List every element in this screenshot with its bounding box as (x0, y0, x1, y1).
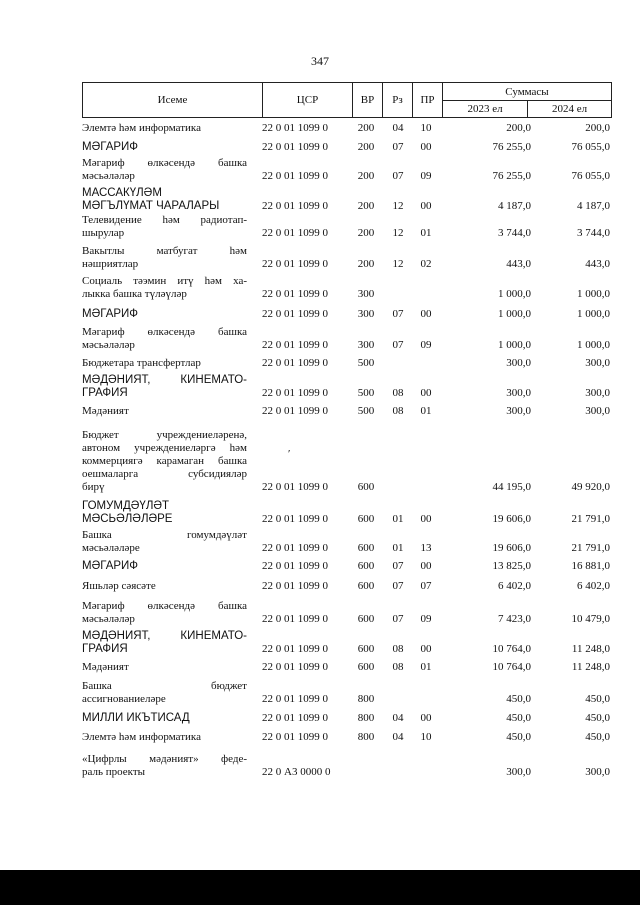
row-sum-2023: 19 606,0 (492, 542, 531, 554)
row-pr: 09 (420, 170, 432, 182)
table-row (82, 574, 612, 594)
row-name-line: шырулар (82, 227, 125, 239)
row-rz: 07 (392, 141, 404, 153)
table-body (82, 118, 612, 780)
row-csr: 22 0 01 1099 0 (262, 643, 328, 655)
header-name: Исеме (83, 83, 263, 117)
table-row (82, 371, 612, 401)
table-row (82, 527, 612, 556)
row-csr: 22 0 01 1099 0 (262, 542, 328, 554)
row-pr: 01 (420, 661, 432, 673)
table-row (82, 401, 612, 419)
row-name-line: Мәгариф өлкәсендә башка (82, 157, 247, 169)
row-name (82, 731, 247, 744)
row-rz: 12 (392, 227, 404, 239)
header-sum: Суммасы (443, 83, 611, 101)
row-sum-2024: 76 055,0 (571, 170, 610, 182)
row-sum-2024: 76 055,0 (571, 141, 610, 153)
row-sum-2023: 19 606,0 (492, 513, 531, 525)
row-name-line: ГРАФИЯ (82, 387, 128, 399)
row-name-line: Мәдәният (82, 405, 129, 417)
row-rz: 04 (392, 712, 404, 724)
row-name-line: оешмаларга субсидияләр (82, 468, 247, 480)
row-name (82, 214, 247, 240)
row-sum-2023: 300,0 (506, 405, 531, 417)
row-csr: 22 0 01 1099 0 (262, 288, 328, 300)
row-sum-2024: 450,0 (585, 731, 610, 743)
row-name-line: Вакытлы матбугат һәм (82, 245, 247, 257)
row-pr: 00 (420, 308, 432, 320)
row-name (82, 187, 247, 213)
row-name (82, 529, 247, 555)
table-row (82, 556, 612, 574)
row-name (82, 580, 247, 593)
row-rz: 04 (392, 731, 404, 743)
table-row (82, 353, 612, 371)
row-name-line: ГРАФИЯ (82, 643, 128, 655)
row-vr: 200 (357, 122, 375, 134)
row-vr: 600 (357, 481, 375, 493)
row-csr: 22 0 01 1099 0 (262, 513, 328, 525)
row-name (82, 326, 247, 352)
row-sum-2024: 300,0 (585, 766, 610, 778)
row-name-line: Яшьләр сәясәте (82, 580, 156, 592)
table-row (82, 136, 612, 155)
stray-mark: ʹ (288, 448, 291, 460)
row-name-line: Социаль тәэмин итү һәм ха- (82, 275, 247, 287)
table-row (82, 241, 612, 272)
row-name (82, 429, 247, 494)
row-rz: 07 (392, 339, 404, 351)
row-name-line: МӘГАРИФ (82, 308, 139, 320)
row-sum-2024: 11 248,0 (571, 643, 610, 655)
row-sum-2024: 300,0 (585, 405, 610, 417)
row-name-line: Элемтә һәм информатика (82, 731, 201, 743)
row-name-line: МӘГАРИФ (82, 560, 139, 572)
row-name-line: МӘДӘНИЯТ, КИНЕМАТО- (82, 630, 247, 642)
table-row (82, 214, 612, 241)
row-rz: 12 (392, 200, 404, 212)
row-sum-2024: 6 402,0 (577, 580, 610, 592)
row-sum-2024: 11 248,0 (571, 661, 610, 673)
row-sum-2023: 76 255,0 (492, 141, 531, 153)
row-pr: 07 (420, 580, 432, 592)
row-csr: 22 0 01 1099 0 (262, 693, 328, 705)
row-name (82, 157, 247, 183)
row-name (82, 141, 247, 154)
row-name-line: Телевидение һәм радиотап- (82, 214, 247, 226)
row-sum-2023: 300,0 (506, 766, 531, 778)
row-sum-2024: 3 744,0 (577, 227, 610, 239)
row-sum-2024: 4 187,0 (577, 200, 610, 212)
row-sum-2023: 450,0 (506, 712, 531, 724)
row-vr: 500 (357, 405, 375, 417)
row-pr: 13 (420, 542, 432, 554)
row-name-line: МИЛЛИ ИКЪТИСАД (82, 712, 190, 724)
row-sum-2023: 450,0 (506, 731, 531, 743)
row-vr: 200 (357, 227, 375, 239)
row-name-line: нәшриятлар (82, 258, 139, 270)
row-csr: 22 0 01 1099 0 (262, 339, 328, 351)
row-csr: 22 0 01 1099 0 (262, 731, 328, 743)
row-csr: 22 0 01 1099 0 (262, 405, 328, 417)
row-vr: 500 (357, 387, 375, 399)
row-name-line: Элемтә һәм информатика (82, 122, 201, 134)
row-name-line: «Цифрлы мәдәният» феде- (82, 753, 247, 765)
row-sum-2023: 200,0 (506, 122, 531, 134)
table-row (82, 726, 612, 745)
row-rz: 01 (392, 513, 404, 525)
table-row (82, 272, 612, 302)
row-sum-2023: 76 255,0 (492, 170, 531, 182)
row-name (82, 600, 247, 626)
row-csr: 22 0 01 1099 0 (262, 560, 328, 572)
row-vr: 200 (357, 170, 375, 182)
row-sum-2024: 450,0 (585, 693, 610, 705)
row-sum-2024: 300,0 (585, 387, 610, 399)
row-name (82, 500, 247, 526)
row-sum-2023: 10 764,0 (492, 661, 531, 673)
row-name-line: раль проекты (82, 766, 146, 778)
row-name (82, 357, 247, 370)
row-csr: 22 0 01 1099 0 (262, 481, 328, 493)
row-csr: 22 0 01 1099 0 (262, 170, 328, 182)
row-sum-2023: 300,0 (506, 387, 531, 399)
row-csr: 22 0 01 1099 0 (262, 580, 328, 592)
row-sum-2024: 21 791,0 (571, 513, 610, 525)
row-name-line: мәсьәләләр (82, 613, 135, 625)
row-name-line: ГОМУМДӘҮЛӘТ (82, 500, 170, 512)
row-vr: 800 (357, 693, 375, 705)
row-name-line: МӘГАРИФ (82, 141, 139, 153)
row-name (82, 753, 247, 779)
row-rz: 07 (392, 613, 404, 625)
row-pr: 00 (420, 387, 432, 399)
row-sum-2024: 16 881,0 (571, 560, 610, 572)
table-row (82, 707, 612, 726)
row-pr: 10 (420, 122, 432, 134)
table-row (82, 184, 612, 214)
row-vr: 200 (357, 200, 375, 212)
row-name (82, 630, 247, 656)
row-csr: 22 0 01 1099 0 (262, 661, 328, 673)
row-csr: 22 0 01 1099 0 (262, 122, 328, 134)
row-name (82, 712, 247, 725)
row-rz: 04 (392, 122, 404, 134)
row-sum-2023: 6 402,0 (498, 580, 531, 592)
table-row (82, 118, 612, 136)
row-name (82, 245, 247, 271)
row-sum-2024: 49 920,0 (571, 481, 610, 493)
table-row (82, 745, 612, 780)
row-vr: 200 (357, 141, 375, 153)
row-csr: 22 0 01 1099 0 (262, 227, 328, 239)
row-vr: 600 (357, 643, 375, 655)
header-vr: ВР (353, 83, 383, 117)
row-name-line: Бюджетара трансфертлар (82, 357, 201, 369)
row-csr: 22 0 А3 0000 0 (262, 766, 331, 778)
table-row (82, 302, 612, 322)
row-name (82, 680, 247, 706)
row-name-line: Башка гомумдәүләт (82, 529, 247, 541)
header-year-2024: 2024 ел (551, 103, 588, 115)
row-sum-2024: 200,0 (585, 122, 610, 134)
row-vr: 800 (357, 731, 375, 743)
row-rz: 12 (392, 258, 404, 270)
table-row (82, 657, 612, 675)
row-rz: 01 (392, 542, 404, 554)
row-csr: 22 0 01 1099 0 (262, 308, 328, 320)
row-name-line: Мәгариф өлкәсендә башка (82, 326, 247, 338)
row-sum-2024: 300,0 (585, 357, 610, 369)
row-sum-2024: 10 479,0 (571, 613, 610, 625)
header-pr: ПР (413, 83, 443, 117)
row-rz: 07 (392, 170, 404, 182)
row-sum-2023: 450,0 (506, 693, 531, 705)
row-vr: 600 (357, 580, 375, 592)
row-sum-2024: 1 000,0 (577, 308, 610, 320)
row-sum-2023: 4 187,0 (498, 200, 531, 212)
row-name (82, 560, 247, 573)
row-name-line: Башка бюджет (82, 680, 247, 692)
row-vr: 300 (357, 308, 375, 320)
row-sum-2023: 443,0 (506, 258, 531, 270)
row-rz: 07 (392, 308, 404, 320)
row-csr: 22 0 01 1099 0 (262, 200, 328, 212)
row-vr: 200 (357, 258, 375, 270)
row-name-line: Мәдәният (82, 661, 129, 673)
row-pr: 00 (420, 643, 432, 655)
row-sum-2023: 300,0 (506, 357, 531, 369)
row-name-line: МАССАКҮЛӘМ (82, 187, 162, 199)
row-vr: 600 (357, 661, 375, 673)
row-sum-2023: 3 744,0 (498, 227, 531, 239)
row-name-line: Бюджет учреждениеләренә, (82, 429, 247, 441)
row-name (82, 308, 247, 321)
row-sum-2023: 44 195,0 (492, 481, 531, 493)
row-name-line: МӘСЬӘЛӘЛӘРЕ (82, 513, 173, 525)
row-pr: 09 (420, 339, 432, 351)
table-row (82, 675, 612, 707)
row-vr: 800 (357, 712, 375, 724)
row-rz: 08 (392, 387, 404, 399)
row-name-line: Мәгариф өлкәсендә башка (82, 600, 247, 612)
row-rz: 07 (392, 560, 404, 572)
row-name-line: бирү (82, 481, 105, 493)
row-csr: 22 0 01 1099 0 (262, 613, 328, 625)
row-csr: 22 0 01 1099 0 (262, 357, 328, 369)
row-name (82, 275, 247, 301)
header-csr: ЦСР (263, 83, 353, 117)
row-pr: 01 (420, 227, 432, 239)
row-sum-2024: 443,0 (585, 258, 610, 270)
row-pr: 01 (420, 405, 432, 417)
row-vr: 600 (357, 513, 375, 525)
row-pr: 09 (420, 613, 432, 625)
scan-edge (0, 870, 640, 905)
row-rz: 07 (392, 580, 404, 592)
row-sum-2024: 450,0 (585, 712, 610, 724)
page-number: 347 (311, 54, 329, 68)
row-name (82, 374, 247, 400)
row-name-line: МӘГЪЛҮМАТ ЧАРАЛАРЫ (82, 200, 220, 212)
header-year-2023: 2023 ел (443, 101, 528, 117)
row-name (82, 122, 247, 135)
row-pr: 10 (420, 731, 432, 743)
row-vr: 300 (357, 288, 375, 300)
row-pr: 00 (420, 200, 432, 212)
row-sum-2023: 1 000,0 (498, 339, 531, 351)
row-name-line: автоном учреждениеләргә һәм (82, 442, 247, 454)
row-csr: 22 0 01 1099 0 (262, 141, 328, 153)
row-sum-2024: 21 791,0 (571, 542, 610, 554)
row-vr: 600 (357, 542, 375, 554)
row-sum-2024: 1 000,0 (577, 288, 610, 300)
row-pr: 00 (420, 712, 432, 724)
row-name (82, 405, 247, 418)
row-pr: 00 (420, 513, 432, 525)
row-name (82, 661, 247, 674)
table-row (82, 627, 612, 657)
row-name-line: мәсьәләләр (82, 170, 135, 182)
table-row (82, 594, 612, 627)
row-name-line: лыкка башка түләүләр (82, 288, 187, 300)
table-row (82, 155, 612, 184)
row-sum-2023: 7 423,0 (498, 613, 531, 625)
row-name-line: ассигнованиеләре (82, 693, 166, 705)
row-rz: 08 (392, 405, 404, 417)
row-name-line: мәсьәләләр (82, 339, 135, 351)
row-csr: 22 0 01 1099 0 (262, 258, 328, 270)
table-row (82, 322, 612, 353)
row-vr: 500 (357, 357, 375, 369)
row-pr: 02 (420, 258, 432, 270)
row-rz: 08 (392, 643, 404, 655)
row-sum-2023: 1 000,0 (498, 308, 531, 320)
row-csr: 22 0 01 1099 0 (262, 387, 328, 399)
row-rz: 08 (392, 661, 404, 673)
row-sum-2024: 1 000,0 (577, 339, 610, 351)
row-name-line: мәсьәләләре (82, 542, 140, 554)
header-rz: Рз (383, 83, 413, 117)
row-vr: 600 (357, 560, 375, 572)
row-pr: 00 (420, 560, 432, 572)
row-sum-2023: 1 000,0 (498, 288, 531, 300)
row-vr: 600 (357, 613, 375, 625)
row-name-line: МӘДӘНИЯТ, КИНЕМАТО- (82, 374, 247, 386)
table-row (82, 419, 612, 495)
table-header (82, 82, 612, 118)
table-row (82, 495, 612, 527)
row-sum-2023: 10 764,0 (492, 643, 531, 655)
row-sum-2023: 13 825,0 (492, 560, 531, 572)
row-pr: 00 (420, 141, 432, 153)
row-csr: 22 0 01 1099 0 (262, 712, 328, 724)
row-vr: 300 (357, 339, 375, 351)
row-name-line: коммерциягә карамаган башка (82, 455, 247, 467)
